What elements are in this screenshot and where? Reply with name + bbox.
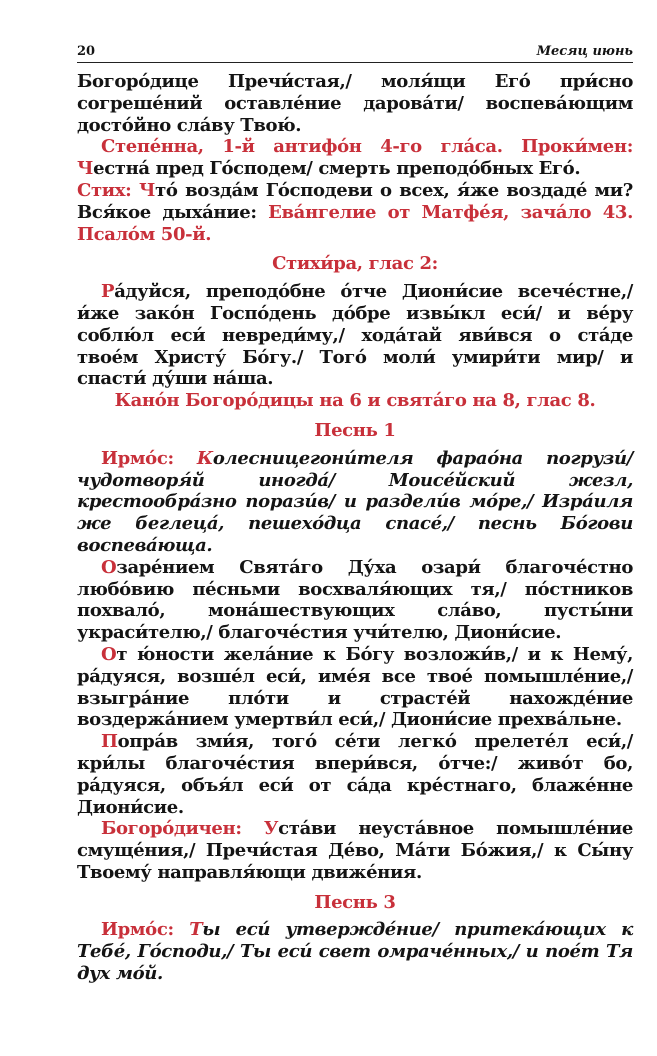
running-head: Месяц июнь: [536, 44, 633, 59]
drop-initial: Т: [189, 919, 203, 941]
page-number: 20: [77, 44, 96, 59]
paragraph-irmos-3: [77, 919, 633, 984]
paragraph-troparion-1: [77, 557, 633, 644]
paragraph-troparion-2: [77, 644, 633, 731]
theotokion-text: ста́ви неуста́вное помышле́ние смуще́ния,/ Пречи́стая Де́во, Ма́ти Бо́жия,/ к Сы́ну Твоему́ направля́ющи движе́ния.: [77, 818, 633, 883]
paragraph-irmos-1: [77, 448, 633, 557]
irmos-3-text: ы еси́ утвержде́ние/ притека́ющих к Тебе́, Го́споди,/ Ты еси́ свет омраче́нных,/ и пое́т Тя дух мо́й.: [77, 919, 633, 985]
rubric-gospel: Ева́нгелие от Матфе́я, зача́ло 43. Псало́м 50-й.: [77, 201, 633, 245]
drop-initial: П: [101, 731, 118, 753]
page-header: [77, 42, 633, 63]
troparion-2-text: т ю́ности жела́ние к Бо́гу возложи́в,/ и к Нему́, ра́дуяся, возше́л еси́, име́я все твое́ помышле́ние,/ взыгра́ние пло́ти и страсте́й нахожде́ние воздержа́нием умертви́л еси́,/ Диони́сие прехва́льне.: [77, 643, 633, 731]
prokimen-text: естна́ пред Го́сподем/ смерть преподо́бных Его́.: [93, 158, 581, 180]
paragraph-stichera: [77, 281, 633, 390]
rubric-stich: Стих: Ч: [77, 179, 156, 201]
theotokion-label: Богоро́дичен:: [101, 818, 242, 840]
stichera-text: а́дуйся, преподо́бне о́тче Диони́сие всече́стне,/ и́же зако́н Госпо́день до́бре извы́кл еси́/ и ве́ру соблю́л еси́ невреди́му,/ хода́тай яви́вся о ста́де твое́м Христу́ Бо́гу./ Того́ моли́ умири́ти мир/ и спасти́ ду́ши на́ша.: [77, 281, 633, 390]
paragraph-stepenna: [77, 136, 633, 180]
drop-initial: К: [196, 447, 213, 469]
irmos-label: Ирмо́с:: [101, 919, 174, 941]
paragraph-theotokion: [77, 818, 633, 883]
canon-rubric: Кано́н Богоро́дицы на 6 и свята́го на 8, глас 8.: [114, 390, 596, 412]
stich-text: то́ возда́м Го́сподеви о всех, я́же воздаде́ ми? Вся́кое дыха́ние:: [77, 179, 633, 223]
heading-stichera: Стихи́ра, глас 2:: [272, 253, 438, 275]
paragraph-theotokion-end: Богоро́дице Пречи́стая,/ моля́щи Его́ при́сно согреше́ний оставле́ние дарова́ти/ воспева́ющим досто́йно сла́ву Твою́.: [77, 71, 633, 136]
drop-initial: О: [101, 556, 117, 578]
drop-initial: Ч: [77, 158, 94, 180]
paragraph-troparion-3: [77, 731, 633, 818]
rubric-stepenna: Степе́нна, 1-й антифо́н 4-го гла́са. Проки́мен:: [101, 136, 633, 158]
irmos-1-text: олесницегони́теля фарао́на погрузи́/ чудотворя́й иногда́/ Моисе́йский жезл, крестообра́зно порази́в/ и раздели́в мо́ре,/ Изра́иля же беглеца́, пешехо́дца спасе́,/ песнь Бо́гови воспева́юща.: [77, 447, 633, 556]
drop-initial: Р: [101, 281, 115, 303]
heading-song-1: Песнь 1: [314, 419, 396, 441]
drop-initial: О: [101, 643, 117, 665]
page-body: [77, 71, 633, 985]
paragraph-stich: [77, 180, 633, 245]
heading-song-3: Песнь 3: [314, 891, 396, 913]
page: [77, 42, 633, 985]
troparion-1-text: заре́нием Свята́го Ду́ха озари́ благоче́стно любо́вию пе́сньми восхваля́ющих тя,/ по́стников похвало́, мона́шествующих сла́во, пусты́ни украси́телю,/ благоче́стия учи́телю, Диони́сие.: [77, 556, 633, 644]
troparion-3-text: опра́в зми́я, того́ се́ти легко́ прелете́л еси́,/ кри́лы благоче́стия впери́вся, о́тче:/ живо́т бо, ра́дуяся, объя́л еси́ от са́да кре́стнаго, блаже́нне Диони́сие.: [77, 731, 633, 818]
irmos-label: Ирмо́с:: [101, 447, 174, 469]
drop-initial: У: [263, 818, 279, 840]
